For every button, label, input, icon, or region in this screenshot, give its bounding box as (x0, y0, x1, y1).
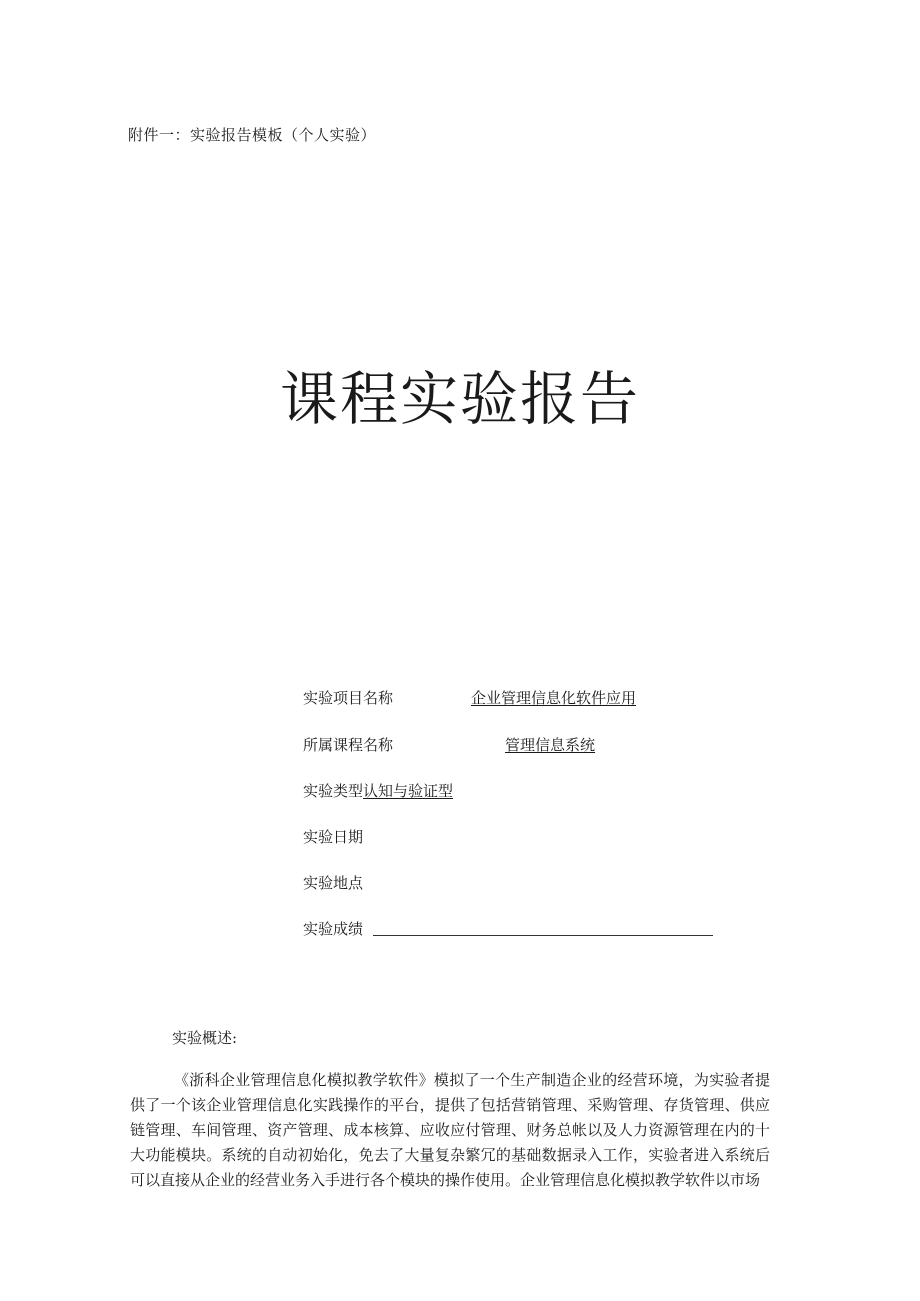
course-name-label: 所属课程名称 (303, 736, 394, 754)
attachment-note: 附件一：实验报告模板（个人实验） (128, 126, 377, 144)
experiment-type-value: 认知与验证型 (363, 782, 454, 800)
course-name-field (303, 734, 596, 755)
experiment-type-field (303, 780, 453, 801)
course-name-value: 管理信息系统 (505, 736, 596, 754)
experiment-place-label: 实验地点 (303, 874, 364, 892)
grade-blank-line (373, 935, 713, 936)
project-name-field (303, 687, 637, 708)
project-name-value: 企业管理信息化软件应用 (471, 689, 637, 707)
experiment-grade-label: 实验成绩 (303, 920, 364, 938)
project-name-label: 实验项目名称 (303, 689, 394, 707)
experiment-date-label: 实验日期 (303, 828, 364, 846)
experiment-type-label: 实验类型 (303, 782, 364, 800)
experiment-grade-field (303, 918, 363, 939)
experiment-place-field (303, 872, 363, 893)
summary-paragraph: 《浙科企业管理信息化模拟教学软件》模拟了一个生产制造企业的经营环境，为实验者提供了一个该企业管理信息化实践操作的平台，提供了包括营销管理、采购管理、存货管理、供应链管理、车间管理、资产管理、成本核算、应收应付管理、财务总帐以及人力资源管理在内的十大功能模块。系统的自动初始化，免去了大量复杂繁冗的基础数据录入工作，实验者进入系统后可以直接从企业的经营业务入手进行各个模块的操作使用。企业管理信息化模拟教学软件以市场 (130, 1071, 770, 1189)
report-title: 课程实验报告 (279, 365, 640, 433)
summary-heading: 实验概述: (172, 1029, 238, 1047)
experiment-date-field (303, 826, 363, 847)
